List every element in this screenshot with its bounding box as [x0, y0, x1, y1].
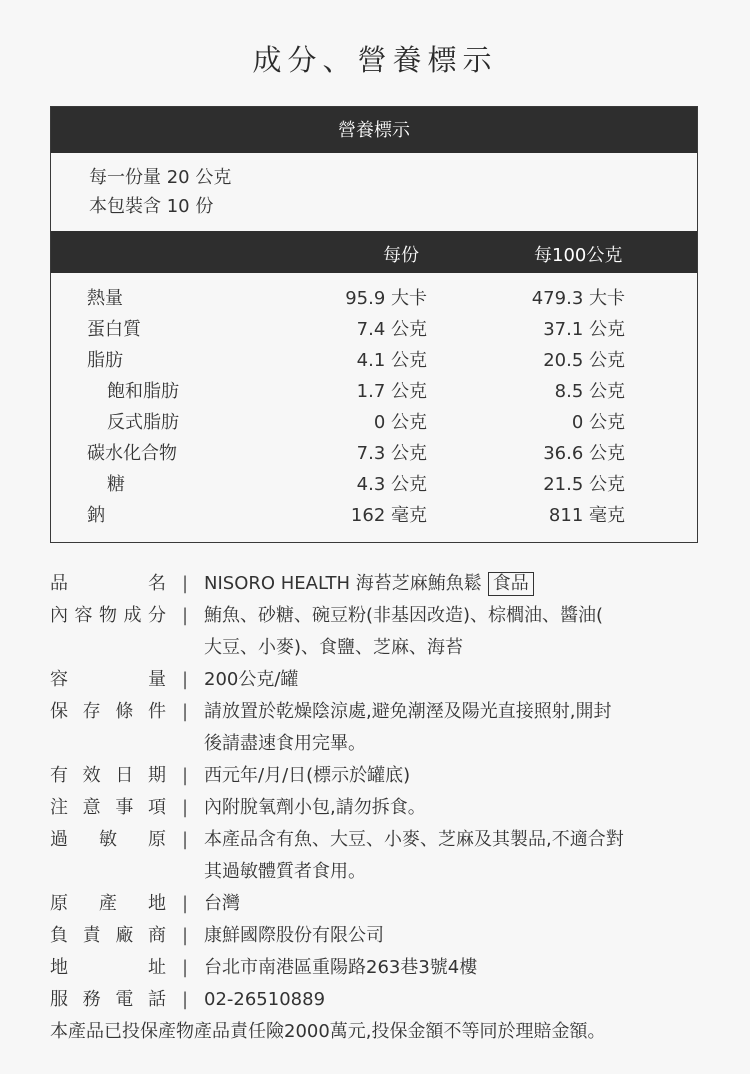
value-allergen	[204, 824, 710, 888]
label-volume: 容 量	[50, 669, 166, 690]
value-address: 台北市南港區重陽路263巷3號4樓	[204, 957, 478, 978]
separator: |	[181, 893, 189, 914]
value-ingredients	[204, 600, 710, 664]
info-row-notice	[50, 792, 710, 824]
nutrient-rows	[51, 284, 697, 532]
info-row-address	[50, 952, 710, 984]
value-per-serving: 4.1 公克	[356, 350, 427, 371]
info-row-allergen	[50, 824, 710, 888]
storage-line: 請放置於乾燥陰涼處,避免潮溼及陽光直接照射,開封	[204, 701, 612, 722]
nutrient-row	[51, 470, 697, 501]
label-expiry: 有 效 日 期	[50, 765, 166, 786]
product-info	[50, 568, 710, 1048]
value-per-100g: 37.1 公克	[543, 319, 625, 340]
nutrient-row	[51, 346, 697, 377]
separator: |	[181, 701, 189, 722]
separator: |	[181, 989, 189, 1010]
insurance-footer: 本產品已投保產物產品責任險2000萬元,投保金額不等同於理賠金額。	[50, 1021, 606, 1042]
info-row-ingredients	[50, 600, 710, 664]
info-row-phone	[50, 984, 710, 1016]
ingredients-line: 鮪魚、砂糖、碗豆粉(非基因改造)、棕櫚油、醬油(	[204, 605, 604, 626]
value-product	[204, 568, 710, 600]
info-row-product	[50, 568, 710, 600]
label-product: 品 名	[50, 573, 166, 594]
value-per-serving: 7.3 公克	[356, 443, 427, 464]
col-per-serving: 每份	[383, 245, 419, 266]
nutrient-name: 熱量	[87, 288, 123, 309]
servings-per-pack: 本包裝含 10 份	[89, 196, 214, 217]
info-row-volume	[50, 664, 710, 696]
separator: |	[181, 829, 189, 850]
value-phone: 02-26510889	[204, 989, 326, 1010]
value-per-100g: 8.5 公克	[554, 381, 625, 402]
separator: |	[181, 605, 189, 626]
label-origin: 原 產 地	[50, 893, 166, 914]
value-expiry: 西元年/月/日(標示於罐底)	[204, 765, 411, 786]
nutrient-row	[51, 284, 697, 315]
nutrient-name: 鈉	[87, 505, 105, 526]
nutrient-name: 脂肪	[87, 350, 123, 371]
allergen-line: 本產品含有魚、大豆、小麥、芝麻及其製品,不適合對	[204, 829, 624, 850]
nutrition-header: 營養標示	[51, 107, 697, 153]
value-per-serving: 1.7 公克	[356, 381, 427, 402]
value-per-100g: 36.6 公克	[543, 443, 625, 464]
value-per-100g: 20.5 公克	[543, 350, 625, 371]
value-origin: 台灣	[204, 893, 240, 914]
value-per-100g: 811 毫克	[548, 505, 625, 526]
nutrient-row	[51, 377, 697, 408]
serving-size: 每一份量 20 公克	[89, 167, 232, 188]
nutrient-row	[51, 501, 697, 532]
value-per-serving: 7.4 公克	[356, 319, 427, 340]
value-per-100g: 0 公克	[571, 412, 625, 433]
info-row-expiry	[50, 760, 710, 792]
nutrient-name: 飽和脂肪	[107, 381, 179, 402]
label-address: 地 址	[50, 957, 166, 978]
label-notice: 注 意 事 項	[50, 797, 166, 818]
value-per-serving: 95.9 大卡	[345, 288, 427, 309]
serving-info	[51, 153, 697, 221]
value-maker: 康鮮國際股份有限公司	[204, 925, 384, 946]
nutrient-name: 碳水化合物	[87, 443, 177, 464]
label-maker: 負 責 廠 商	[50, 925, 166, 946]
nutrient-row	[51, 315, 697, 346]
info-row-origin	[50, 888, 710, 920]
value-per-100g: 479.3 大卡	[531, 288, 625, 309]
page-title: 成分、營養標示	[252, 43, 498, 77]
value-per-serving: 0 公克	[373, 412, 427, 433]
separator: |	[181, 797, 189, 818]
food-tag: 食品	[488, 572, 534, 596]
separator: |	[181, 669, 189, 690]
col-per-100g: 每100公克	[534, 245, 623, 266]
nutrient-row	[51, 408, 697, 439]
value-per-serving: 4.3 公克	[356, 474, 427, 495]
label-allergen: 過 敏 原	[50, 829, 166, 850]
product-name: NISORO HEALTH 海苔芝麻鮪魚鬆	[204, 573, 482, 594]
allergen-line: 其過敏體質者食用。	[204, 861, 366, 882]
value-per-serving: 162 毫克	[350, 505, 427, 526]
nutrition-table	[50, 106, 698, 543]
info-row-storage	[50, 696, 710, 760]
separator: |	[181, 957, 189, 978]
value-notice: 內附脫氧劑小包,請勿拆食。	[204, 797, 426, 818]
nutrient-row	[51, 439, 697, 470]
ingredients-line: 大豆、小麥)、食鹽、芝麻、海苔	[204, 637, 464, 658]
storage-line: 後請盡速食用完畢。	[204, 733, 366, 754]
column-header-bar	[51, 231, 697, 273]
nutrient-name: 反式脂肪	[107, 412, 179, 433]
label-ingredients: 內 容 物 成 分	[50, 605, 166, 626]
separator: |	[181, 573, 189, 594]
info-row-maker	[50, 920, 710, 952]
value-per-100g: 21.5 公克	[543, 474, 625, 495]
separator: |	[181, 925, 189, 946]
value-storage	[204, 696, 710, 760]
nutrient-name: 糖	[107, 474, 125, 495]
value-volume: 200公克/罐	[204, 669, 299, 690]
label-phone: 服 務 電 話	[50, 989, 166, 1010]
separator: |	[181, 765, 189, 786]
nutrient-name: 蛋白質	[87, 319, 141, 340]
label-storage: 保 存 條 件	[50, 701, 166, 722]
